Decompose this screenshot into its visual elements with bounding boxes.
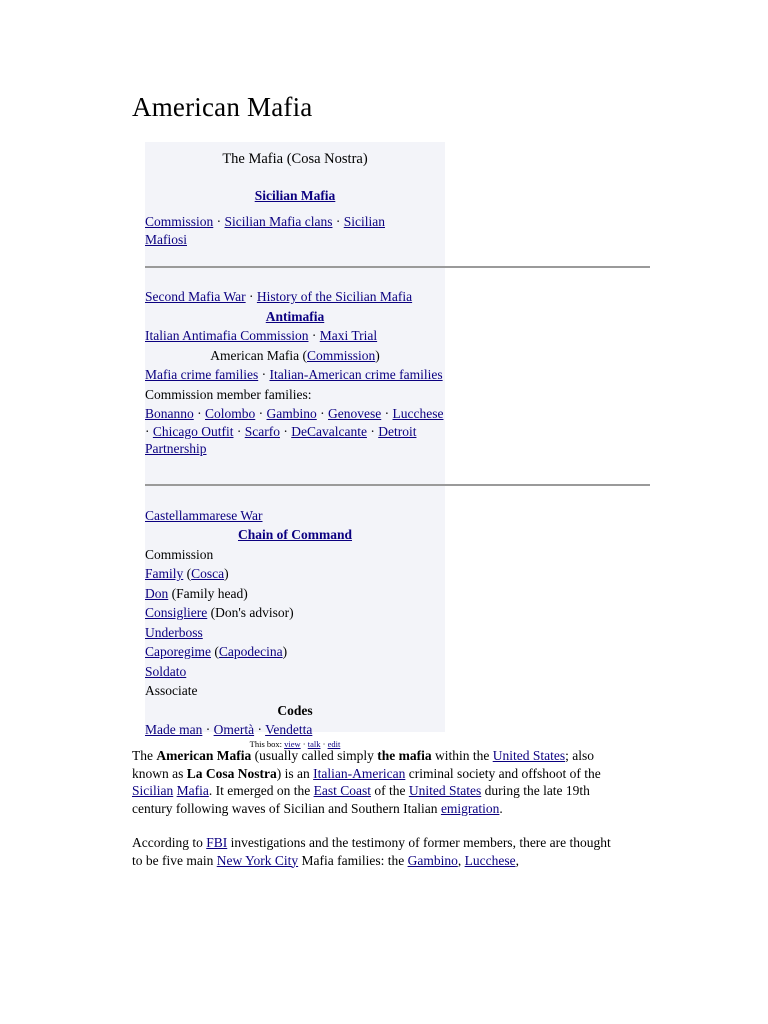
american-commission-link[interactable]: Commission xyxy=(306,347,376,363)
consigliere-note: (Don's advisor) xyxy=(210,605,294,620)
chain-soldato-row xyxy=(145,663,445,681)
text-run: (usually called simply xyxy=(251,748,378,763)
chain-don-row xyxy=(145,585,445,603)
chain-family-row: Family (Cosca) xyxy=(145,566,229,581)
don-link[interactable]: Don xyxy=(145,585,169,601)
sicilian-mafia-link[interactable]: Sicilian Mafia xyxy=(254,187,336,203)
gambino-link[interactable]: Gambino xyxy=(407,852,458,868)
chain-associate: Associate xyxy=(145,683,198,698)
genovese-link[interactable]: Genovese xyxy=(328,406,382,421)
box-note: This box: xyxy=(249,738,282,749)
second-mafia-war-link[interactable]: Second Mafia War xyxy=(145,289,246,304)
navbox-content xyxy=(145,142,650,750)
vendetta-link[interactable]: Vendetta xyxy=(265,722,313,737)
united-states-link[interactable]: United States xyxy=(492,748,566,763)
detroit-partnership-link[interactable]: Detroit Partnership xyxy=(145,423,417,456)
lucchese-link[interactable]: Lucchese xyxy=(392,406,444,421)
caporegime-link[interactable]: Caporegime xyxy=(145,644,211,659)
united-states-link[interactable]: United States xyxy=(408,783,482,798)
decavalcante-link[interactable]: DeCavalcante xyxy=(291,423,367,439)
castellammarese-war-link[interactable]: Castellammarese War xyxy=(145,507,263,523)
chain-commission: Commission xyxy=(145,546,214,562)
navbox-header-sicilian xyxy=(145,187,445,205)
text-run: investigations and the testimony of former members, there are thought to be five main xyxy=(132,835,611,868)
sicilian-mafiosi-link[interactable]: Sicilian Mafiosi xyxy=(145,214,385,247)
navbox-footer: This box: view · talk · edit xyxy=(249,738,341,749)
navbox-header-codes: Codes xyxy=(277,702,313,718)
text-run: during the late 19th century following waves of Sicilian and Southern Italian xyxy=(132,783,590,816)
underboss-link[interactable]: Underboss xyxy=(145,624,203,640)
bold-term: American Mafia xyxy=(156,748,252,763)
castellammarese-row xyxy=(145,507,445,525)
text-run: Mafia families: the xyxy=(298,852,408,868)
navbox-title: The Mafia (Cosa Nostra) xyxy=(222,151,368,167)
bold-term: the mafia xyxy=(377,748,432,763)
chicago-outfit-link[interactable]: Chicago Outfit xyxy=(152,423,234,439)
member-families: Bonanno · Colombo · Gambino · Genovese · Lucchese · Chicago Outfit · Scarfo · DeCavalcante · Detroit Partnership xyxy=(145,406,444,456)
new-york-city-link[interactable]: New York City xyxy=(216,852,299,868)
member-families-label: Commission member families: xyxy=(145,386,312,402)
text-run: The xyxy=(132,748,157,763)
commission-link[interactable]: Commission xyxy=(145,214,214,229)
navbox-header-antimafia xyxy=(145,308,445,326)
scarfo-link[interactable]: Scarfo xyxy=(244,423,280,439)
article-body xyxy=(132,747,622,886)
view-link[interactable]: view xyxy=(284,738,301,749)
gambino-link[interactable]: Gambino xyxy=(266,406,317,421)
maxi-trial-link[interactable]: Maxi Trial xyxy=(319,328,378,343)
article-paragraph-1 xyxy=(132,747,622,817)
mafia-navbox xyxy=(145,142,445,749)
codes-links: Made man · Omertà · Vendetta xyxy=(145,722,313,737)
consigliere-link[interactable]: Consigliere xyxy=(145,605,208,620)
text-run: . xyxy=(499,800,503,816)
fbi-link[interactable]: FBI xyxy=(206,835,228,850)
text-run: . It emerged on the xyxy=(208,783,314,798)
family-link[interactable]: Family xyxy=(145,566,184,581)
text-run: ) is an xyxy=(276,765,314,781)
text-run: criminal society and offshoot of the xyxy=(405,765,601,781)
navbox-header-chain xyxy=(145,526,445,544)
page-title: American Mafia xyxy=(132,92,313,122)
history-links: Second Mafia War · History of the Sicilian Mafia xyxy=(145,289,413,304)
east-coast-link[interactable]: East Coast xyxy=(313,783,371,798)
lucchese-link[interactable]: Lucchese xyxy=(464,852,516,868)
edit-link[interactable]: edit xyxy=(327,738,341,749)
sicilian-mafia-clans-link[interactable]: Sicilian Mafia clans xyxy=(224,214,333,229)
talk-link[interactable]: talk xyxy=(307,738,321,749)
chain-caporegime-row: Caporegime (Capodecina) xyxy=(145,644,288,659)
emigration-link[interactable]: emigration xyxy=(440,800,500,816)
bold-term: La Cosa Nostra xyxy=(186,765,277,781)
italian-american-link[interactable]: Italian-American xyxy=(313,765,406,781)
article-paragraph-2 xyxy=(132,834,622,869)
chain-consigliere-row xyxy=(145,604,445,622)
capodecina-link[interactable]: Capodecina xyxy=(218,644,283,659)
chain-of-command-link[interactable]: Chain of Command xyxy=(237,527,353,542)
american-mafia-label: American Mafia xyxy=(210,347,300,363)
text-run: of the xyxy=(370,783,409,798)
sicilian-link[interactable]: Sicilian xyxy=(132,783,174,798)
sicilian-links: Commission · Sicilian Mafia clans · Sicilian Mafiosi xyxy=(145,214,385,247)
history-sicilian-mafia-link[interactable]: History of the Sicilian Mafia xyxy=(256,289,413,304)
italian-american-crime-families-link[interactable]: Italian-American crime families xyxy=(269,367,443,382)
text-run: ; also known as xyxy=(132,748,594,781)
soldato-link[interactable]: Soldato xyxy=(145,663,187,679)
omerta-link[interactable]: Omertà xyxy=(213,722,255,737)
navbox-header-american: American Mafia (Commission) xyxy=(210,347,380,363)
antimafia-link[interactable]: Antimafia xyxy=(265,308,325,324)
made-man-link[interactable]: Made man xyxy=(145,722,203,737)
text-run: , xyxy=(457,852,465,868)
text-run: within the xyxy=(431,748,493,763)
antimafia-links: Italian Antimafia Commission · Maxi Trial xyxy=(145,328,378,343)
don-note: (Family head) xyxy=(171,585,248,601)
mafia-link[interactable]: Mafia xyxy=(176,783,209,798)
chain-underboss-row xyxy=(145,624,445,642)
text-run: , xyxy=(515,852,519,868)
american-links: Mafia crime families · Italian-American crime families xyxy=(145,367,443,382)
bonanno-link[interactable]: Bonanno xyxy=(145,406,194,421)
colombo-link[interactable]: Colombo xyxy=(205,406,256,421)
italian-antimafia-commission-link[interactable]: Italian Antimafia Commission xyxy=(145,328,309,343)
mafia-crime-families-link[interactable]: Mafia crime families xyxy=(145,367,259,382)
cosca-link[interactable]: Cosca xyxy=(191,566,225,581)
text-run: According to xyxy=(132,835,207,850)
